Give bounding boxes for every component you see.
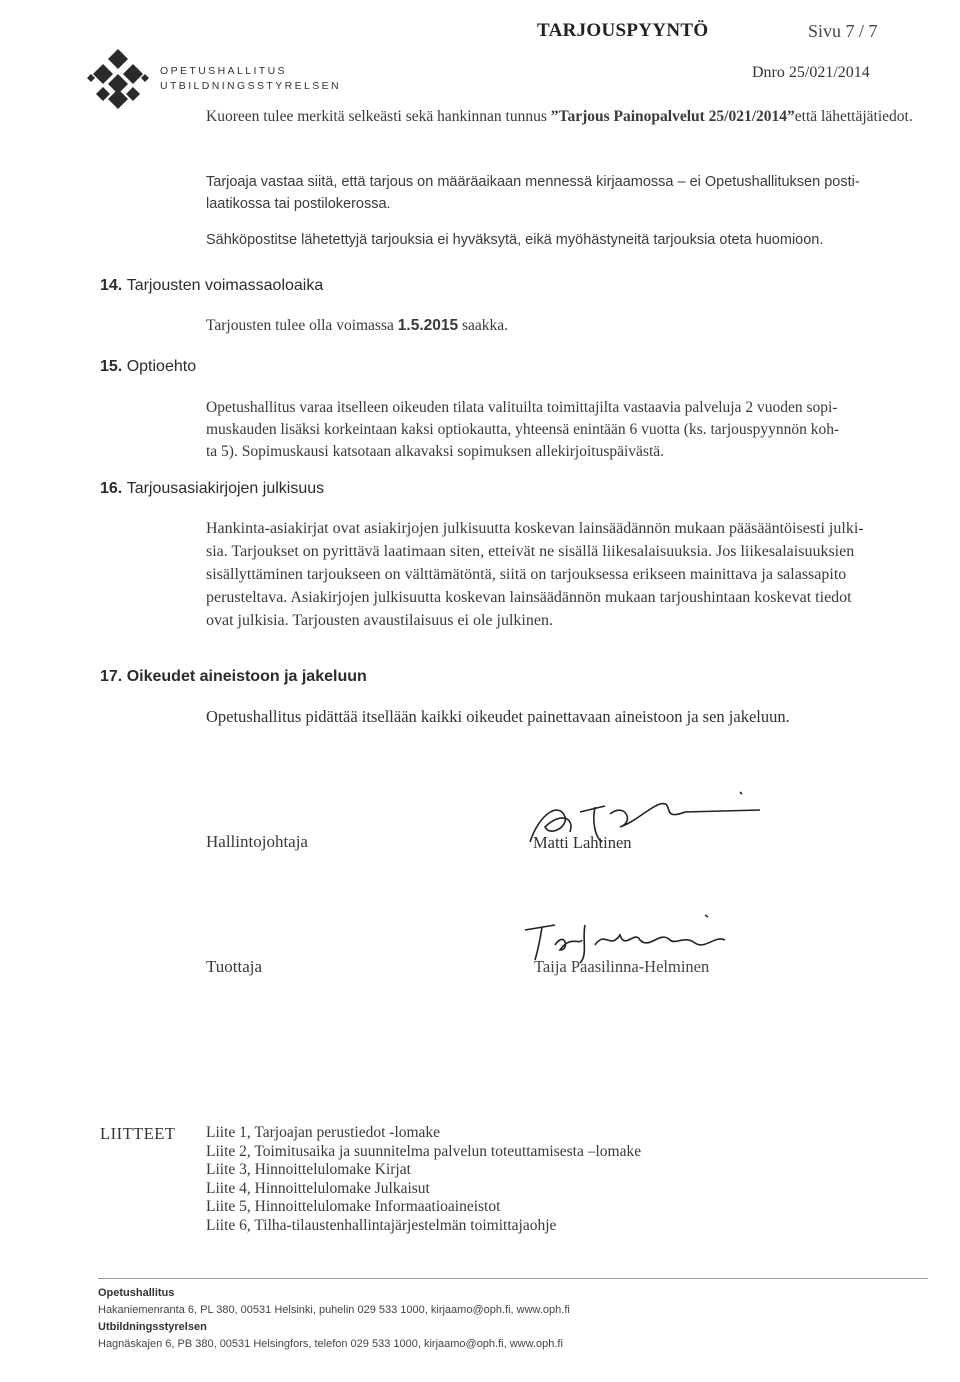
footer-org-fi: Opetushallitus	[98, 1287, 175, 1299]
footer	[98, 1285, 928, 1353]
opetushallitus-logo-icon	[86, 47, 150, 111]
doc-title: TARJOUSPYYNTÖ	[537, 20, 709, 41]
attachment-item: Liite 3, Hinnoittelulomake Kirjat	[206, 1161, 411, 1178]
section-number: 16.	[100, 480, 123, 497]
section-title: Optioehto	[126, 358, 197, 375]
s16-line: ovat julkisia. Tarjousten avaustilaisuus ei ole julkinen.	[206, 612, 553, 629]
attachment-item: Liite 2, Toimitusaika ja suunnitelma palvelun toteuttamisesta –lomake	[206, 1142, 642, 1160]
intro-p2-line: Tarjoaja vastaa siitä, että tarjous on määräaikaan mennessä kirjaamossa – ei Opetushallituksen posti-	[206, 174, 860, 190]
signature-scribble-2	[510, 905, 750, 965]
signature-role-2: Tuottaja	[206, 957, 263, 976]
footer-divider	[98, 1278, 928, 1279]
dnro: Dnro 25/021/2014	[752, 64, 870, 81]
footer-org-sv: Utbildningsstyrelsen	[98, 1321, 207, 1333]
intro-p1-tail: että lähettäjätiedot.	[794, 108, 913, 125]
intro-p1-text: Kuoreen tulee merkitä selkeästi sekä hankinnan tunnus	[206, 108, 551, 125]
org-name-sv: UTBILDNINGSSTYRELSEN	[160, 80, 342, 92]
s15-line: Opetushallitus varaa itselleen oikeuden tilata valituilta toimittajilta vastaavia palveluja 2 vuoden sopi-	[206, 399, 838, 416]
s15-line: ta 5). Sopimuskausi katsotaan alkavaksi sopimuksen allekirjoituspäivästä.	[206, 443, 665, 460]
section-15-text	[206, 397, 936, 463]
attachment-item: Liite 4, Hinnoittelulomake Julkaisut	[206, 1179, 430, 1197]
intro-paragraph-1	[206, 106, 926, 128]
intro-p2-line: laatikossa tai postilokerossa.	[206, 196, 391, 212]
attachments-list	[206, 1124, 641, 1235]
s16-line: sia. Tarjoukset on pyrittävä laatimaan siten, etteivät ne sisällä liikesalaisuuksia. Jos liikesalaisuuksien	[206, 543, 855, 560]
logo	[86, 47, 150, 111]
s14-tail: saakka.	[458, 317, 509, 334]
attachment-item: Liite 1, Tarjoajan perustiedot -lomake	[206, 1124, 441, 1141]
section-title: Tarjousasiakirjojen julkisuus	[126, 480, 325, 497]
signature-role-1: Hallintojohtaja	[206, 832, 308, 851]
section-16-heading	[100, 480, 324, 498]
attachments-label: LIITTEET	[100, 1124, 176, 1143]
intro-paragraph-2	[206, 171, 936, 215]
attachment-item: Liite 5, Hinnoittelulomake Informaatioaineistot	[206, 1198, 501, 1215]
s16-line: sisällyttäminen tarjoukseen on välttämätöntä, siitä on tarjouksessa erikseen mainittava ja salassapito	[206, 566, 847, 583]
s16-line: Hankinta-asiakirjat ovat asiakirjojen julkisuutta koskevan lainsäädännön mukaan pääsääntöisesti julki-	[206, 520, 864, 537]
handwritten-signature-icon	[510, 905, 750, 965]
attachment-item: Liite 6, Tilha-tilaustenhallintajärjestelmän toimittajaohje	[206, 1216, 557, 1234]
signature-name-2: Taija Paasilinna-Helminen	[534, 957, 710, 976]
signature-name-1: Matti Lahtinen	[533, 833, 632, 852]
section-title: Oikeudet aineistoon ja jakeluun	[126, 668, 367, 685]
footer-address-sv: Hagnäskajen 6, PB 380, 00531 Helsingfors, telefon 029 533 1000, kirjaamo@oph.fi, www.oph.fi	[98, 1338, 563, 1350]
section-number: 15.	[100, 358, 123, 375]
section-17-heading	[100, 668, 367, 686]
section-number: 17.	[100, 668, 123, 685]
s16-line: perusteltava. Asiakirjojen julkisuutta koskevan lainsäädännön mukaan tarjoushintaan koskevat tiedot	[206, 589, 852, 606]
section-17-text: Opetushallitus pidättää itsellään kaikki oikeudet painettavaan aineistoon ja sen jakeluun.	[206, 707, 790, 726]
footer-address-fi: Hakaniemenranta 6, PL 380, 00531 Helsinki, puhelin 029 533 1000, kirjaamo@oph.fi, www.oph.fi	[98, 1304, 570, 1316]
intro-p1-bold: ”Tarjous Painopalvelut 25/021/2014”	[550, 108, 795, 125]
section-number: 14.	[100, 277, 123, 294]
section-14-heading	[100, 277, 323, 295]
page-number: Sivu 7 / 7	[808, 21, 878, 41]
s14-date: 1.5.2015	[397, 317, 459, 334]
section-15-heading	[100, 358, 196, 376]
section-16-text	[206, 517, 936, 632]
s15-line: muskauden lisäksi korkeintaan kaksi optiokautta, yhteensä enintään 6 vuotta (ks. tarjouspyynnön koh-	[206, 421, 840, 438]
section-title: Tarjousten voimassaoloaika	[126, 277, 324, 294]
s14-text: Tarjousten tulee olla voimassa	[206, 317, 398, 334]
intro-paragraph-3: Sähköpostitse lähetettyjä tarjouksia ei hyväksytä, eikä myöhästyneitä tarjouksia oteta huomioon.	[206, 232, 824, 248]
section-14-text	[206, 315, 508, 337]
org-name-fi: OPETUSHALLITUS	[160, 65, 287, 77]
